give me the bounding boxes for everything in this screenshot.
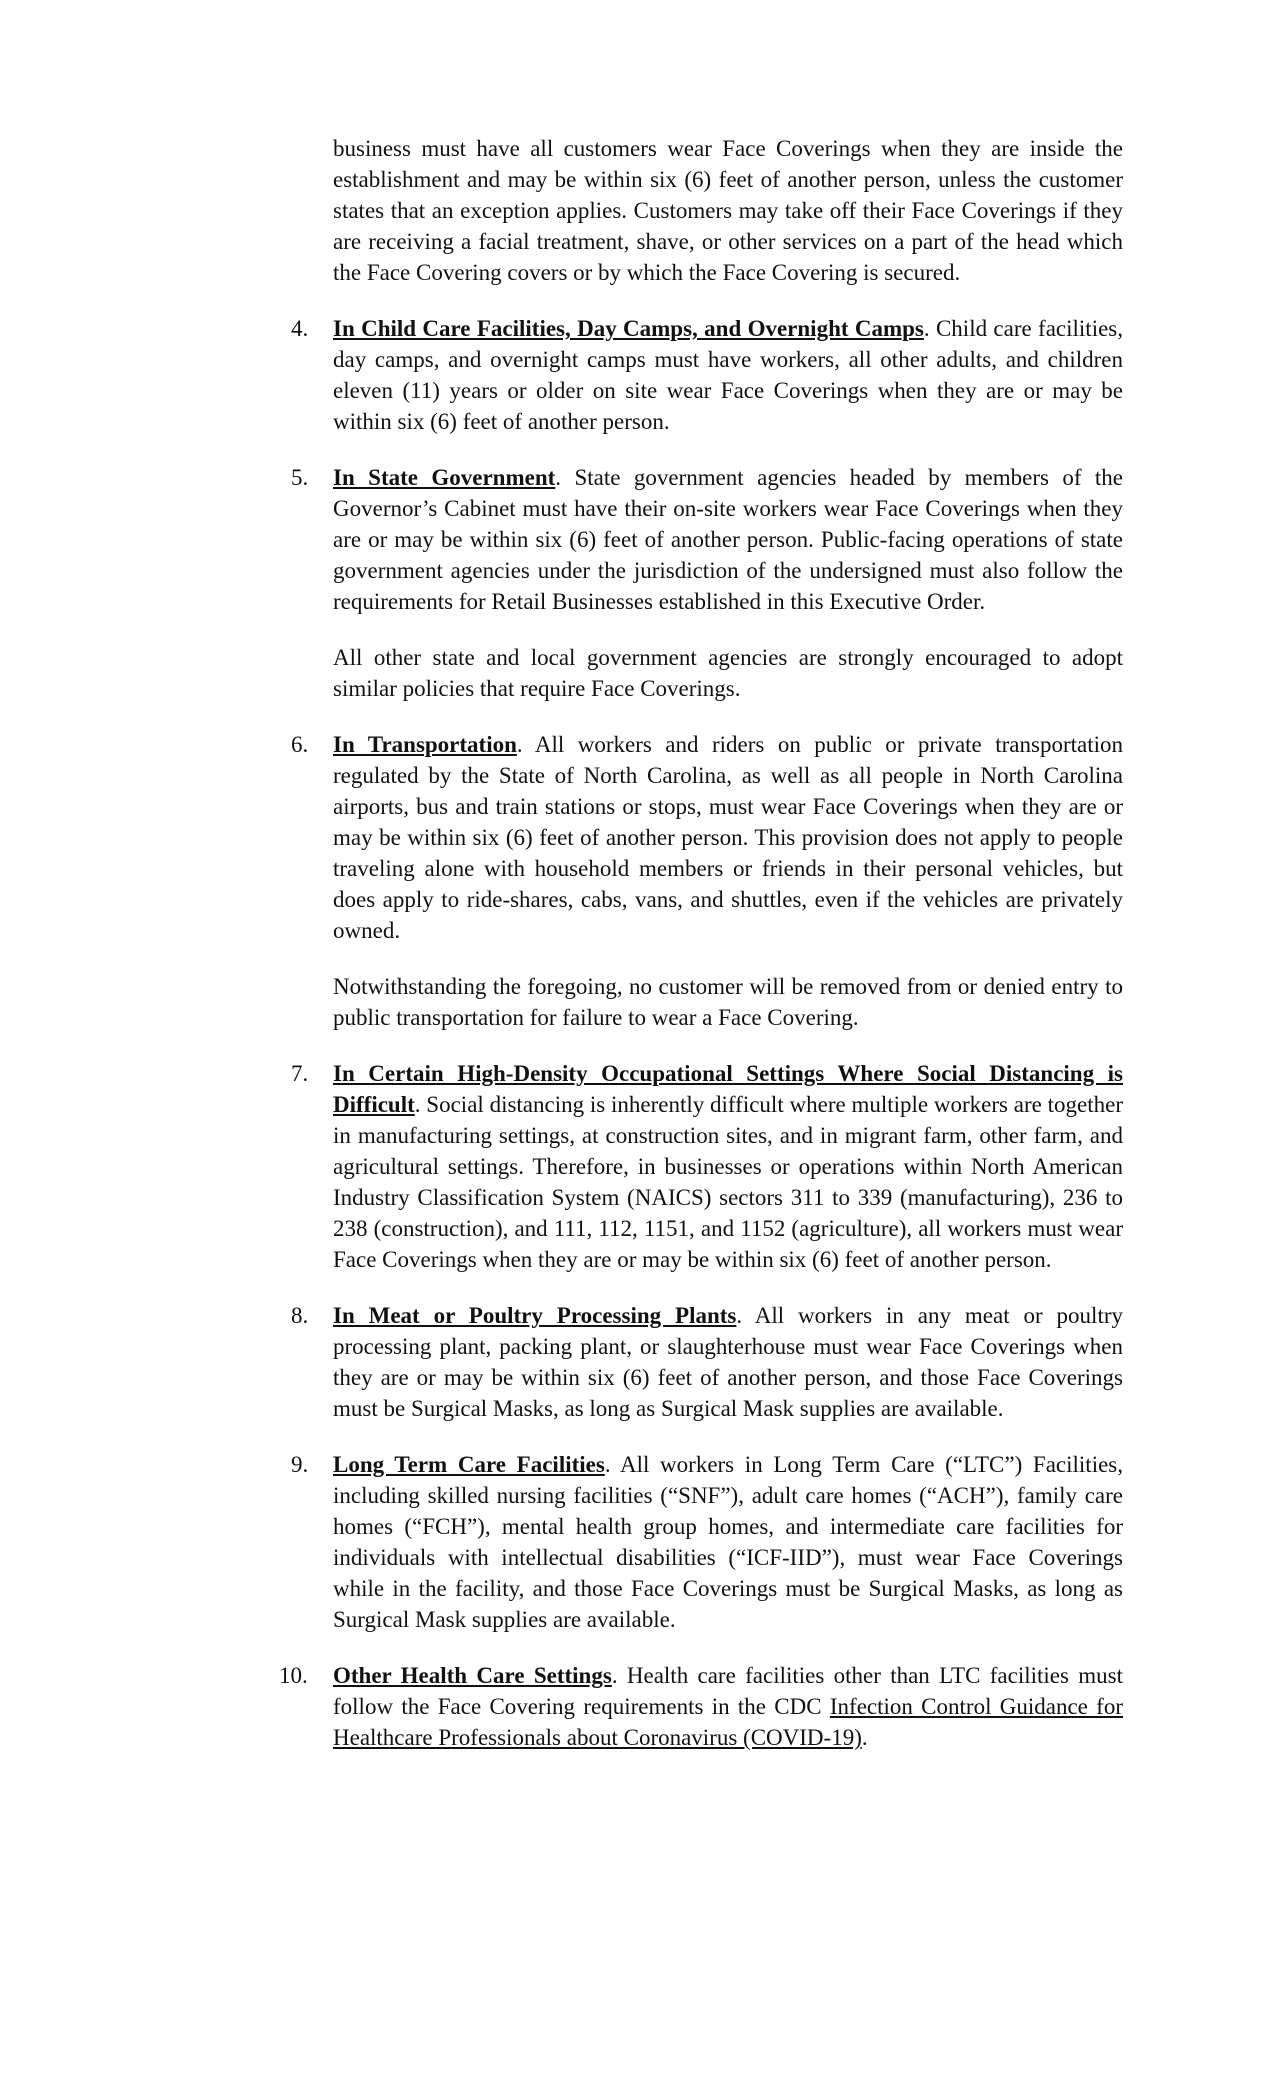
list-item-5 (291, 462, 1123, 704)
heading-punctuation: . (611, 1663, 618, 1688)
item-text: All workers in any meat or poultry processing plant, packing plant, or slaughterhouse must wear Face Coverings when they are or may be within six (6) feet of another person, and those Face Coverings must be Surgical Masks, as long as Surgical Mask supplies are available. (333, 1303, 1123, 1421)
item-heading: Other Health Care Settings (333, 1663, 612, 1688)
item-paragraph (333, 1449, 1123, 1635)
item-number: 5. (291, 465, 309, 490)
item-heading: In Child Care Facilities, Day Camps, and Overnight Camps (333, 316, 924, 341)
item-sub-paragraph: Notwithstanding the foregoing, no customer will be removed from or denied entry to public transportation for failure to wear a Face Covering. (333, 974, 1123, 1030)
item-text: State government agencies headed by members of the Governor’s Cabinet must have their on-site workers wear Face Coverings when they are or may be within six (6) feet of another person. Public-facing operations of state government agencies under the jurisdiction of the undersigned must also follow the requirements for Retail Businesses established in this Executive Order. (333, 465, 1123, 614)
item-paragraph (333, 1660, 1123, 1753)
list-item-10 (279, 1660, 1123, 1753)
document-body (279, 133, 1123, 1778)
heading-punctuation: . (923, 316, 930, 341)
item-text: Child care facilities, day camps, and overnight camps must have workers, all other adults, and children eleven (11) years or older on site wear Face Coverings when they are or may be within six (6) feet of another person. (333, 316, 1123, 434)
item-text: Social distancing is inherently difficult where multiple workers are together in manufacturing settings, at construction sites, and in migrant farm, other farm, and agricultural settings. Therefore, in businesses or operations within North American Industry Classification System (NAICS) sectors 311 to 339 (manufacturing), 236 to 238 (construction), and 111, 112, 1151, and 1152 (agriculture), all workers must wear Face Coverings when they are or may be within six (6) feet of another person. (333, 1092, 1123, 1272)
item-number: 9. (291, 1452, 309, 1477)
item-text: Health care facilities other than LTC facilities must follow the Face Covering requirements in the CDC (333, 1663, 1123, 1719)
heading-punctuation: . (604, 1452, 611, 1477)
item-heading: Long Term Care Facilities (333, 1452, 605, 1477)
item-heading: In State Government (333, 465, 556, 490)
heading-punctuation: . (516, 732, 523, 757)
item-sub-paragraph: All other state and local government agencies are strongly encouraged to adopt similar policies that require Face Coverings. (333, 645, 1123, 701)
list-item-4 (291, 313, 1123, 437)
item-number: 7. (291, 1061, 309, 1086)
cdc-guidance-link[interactable]: Infection Control Guidance for Healthcare Professionals about Coronavirus (COVID-19) (333, 1694, 1123, 1750)
item-heading: In Meat or Poultry Processing Plants (333, 1303, 737, 1328)
item-number: 8. (291, 1303, 309, 1328)
item-number: 4. (291, 316, 309, 341)
intro-paragraph: business must have all customers wear Face Coverings when they are inside the establishment and may be within six (6) feet of another person, unless the customer states that an exception applies. Customers may take off their Face Coverings if they are receiving a facial treatment, shave, or other services on a part of the head which the Face Covering covers or by which the Face Covering is secured. (333, 136, 1123, 285)
item-paragraph (333, 1300, 1123, 1424)
item-text: All workers and riders on public or private transportation regulated by the State of North Carolina, as well as all people in North Carolina airports, bus and train stations or stops, must wear Face Coverings when they are or may be within six (6) feet of another person. This provision does not apply to people traveling alone with household members or friends in their personal vehicles, but does apply to ride-shares, cabs, vans, and shuttles, even if the vehicles are privately owned. (333, 732, 1123, 943)
list-item-9 (291, 1449, 1123, 1635)
list-item-6 (291, 729, 1123, 1033)
item-paragraph (333, 729, 1123, 946)
item-number: 10. (279, 1663, 308, 1688)
item-heading: In Transportation (333, 732, 517, 757)
item-text: All workers in Long Term Care (“LTC”) Facilities, including skilled nursing facilities (“SNF”), adult care homes (“ACH”), family care homes (“FCH”), mental health group homes, and intermediate care facilities for individuals with intellectual disabilities (“ICF-IID”), must wear Face Coverings while in the facility, and those Face Coverings must be Surgical Masks, as long as Surgical Mask supplies are available. (333, 1452, 1123, 1632)
heading-punctuation: . (555, 465, 562, 490)
item-heading: In Certain High-Density Occupational Settings Where Social Distancing is Difficult (333, 1061, 1123, 1117)
list-item-7 (291, 1058, 1123, 1275)
heading-punctuation: . (414, 1092, 421, 1117)
link-punctuation: . (861, 1725, 868, 1750)
item-number: 6. (291, 732, 309, 757)
item-paragraph (333, 313, 1123, 437)
heading-punctuation: . (736, 1303, 743, 1328)
item-paragraph (333, 1058, 1123, 1275)
list-item-8 (291, 1300, 1123, 1424)
item-paragraph (333, 462, 1123, 617)
